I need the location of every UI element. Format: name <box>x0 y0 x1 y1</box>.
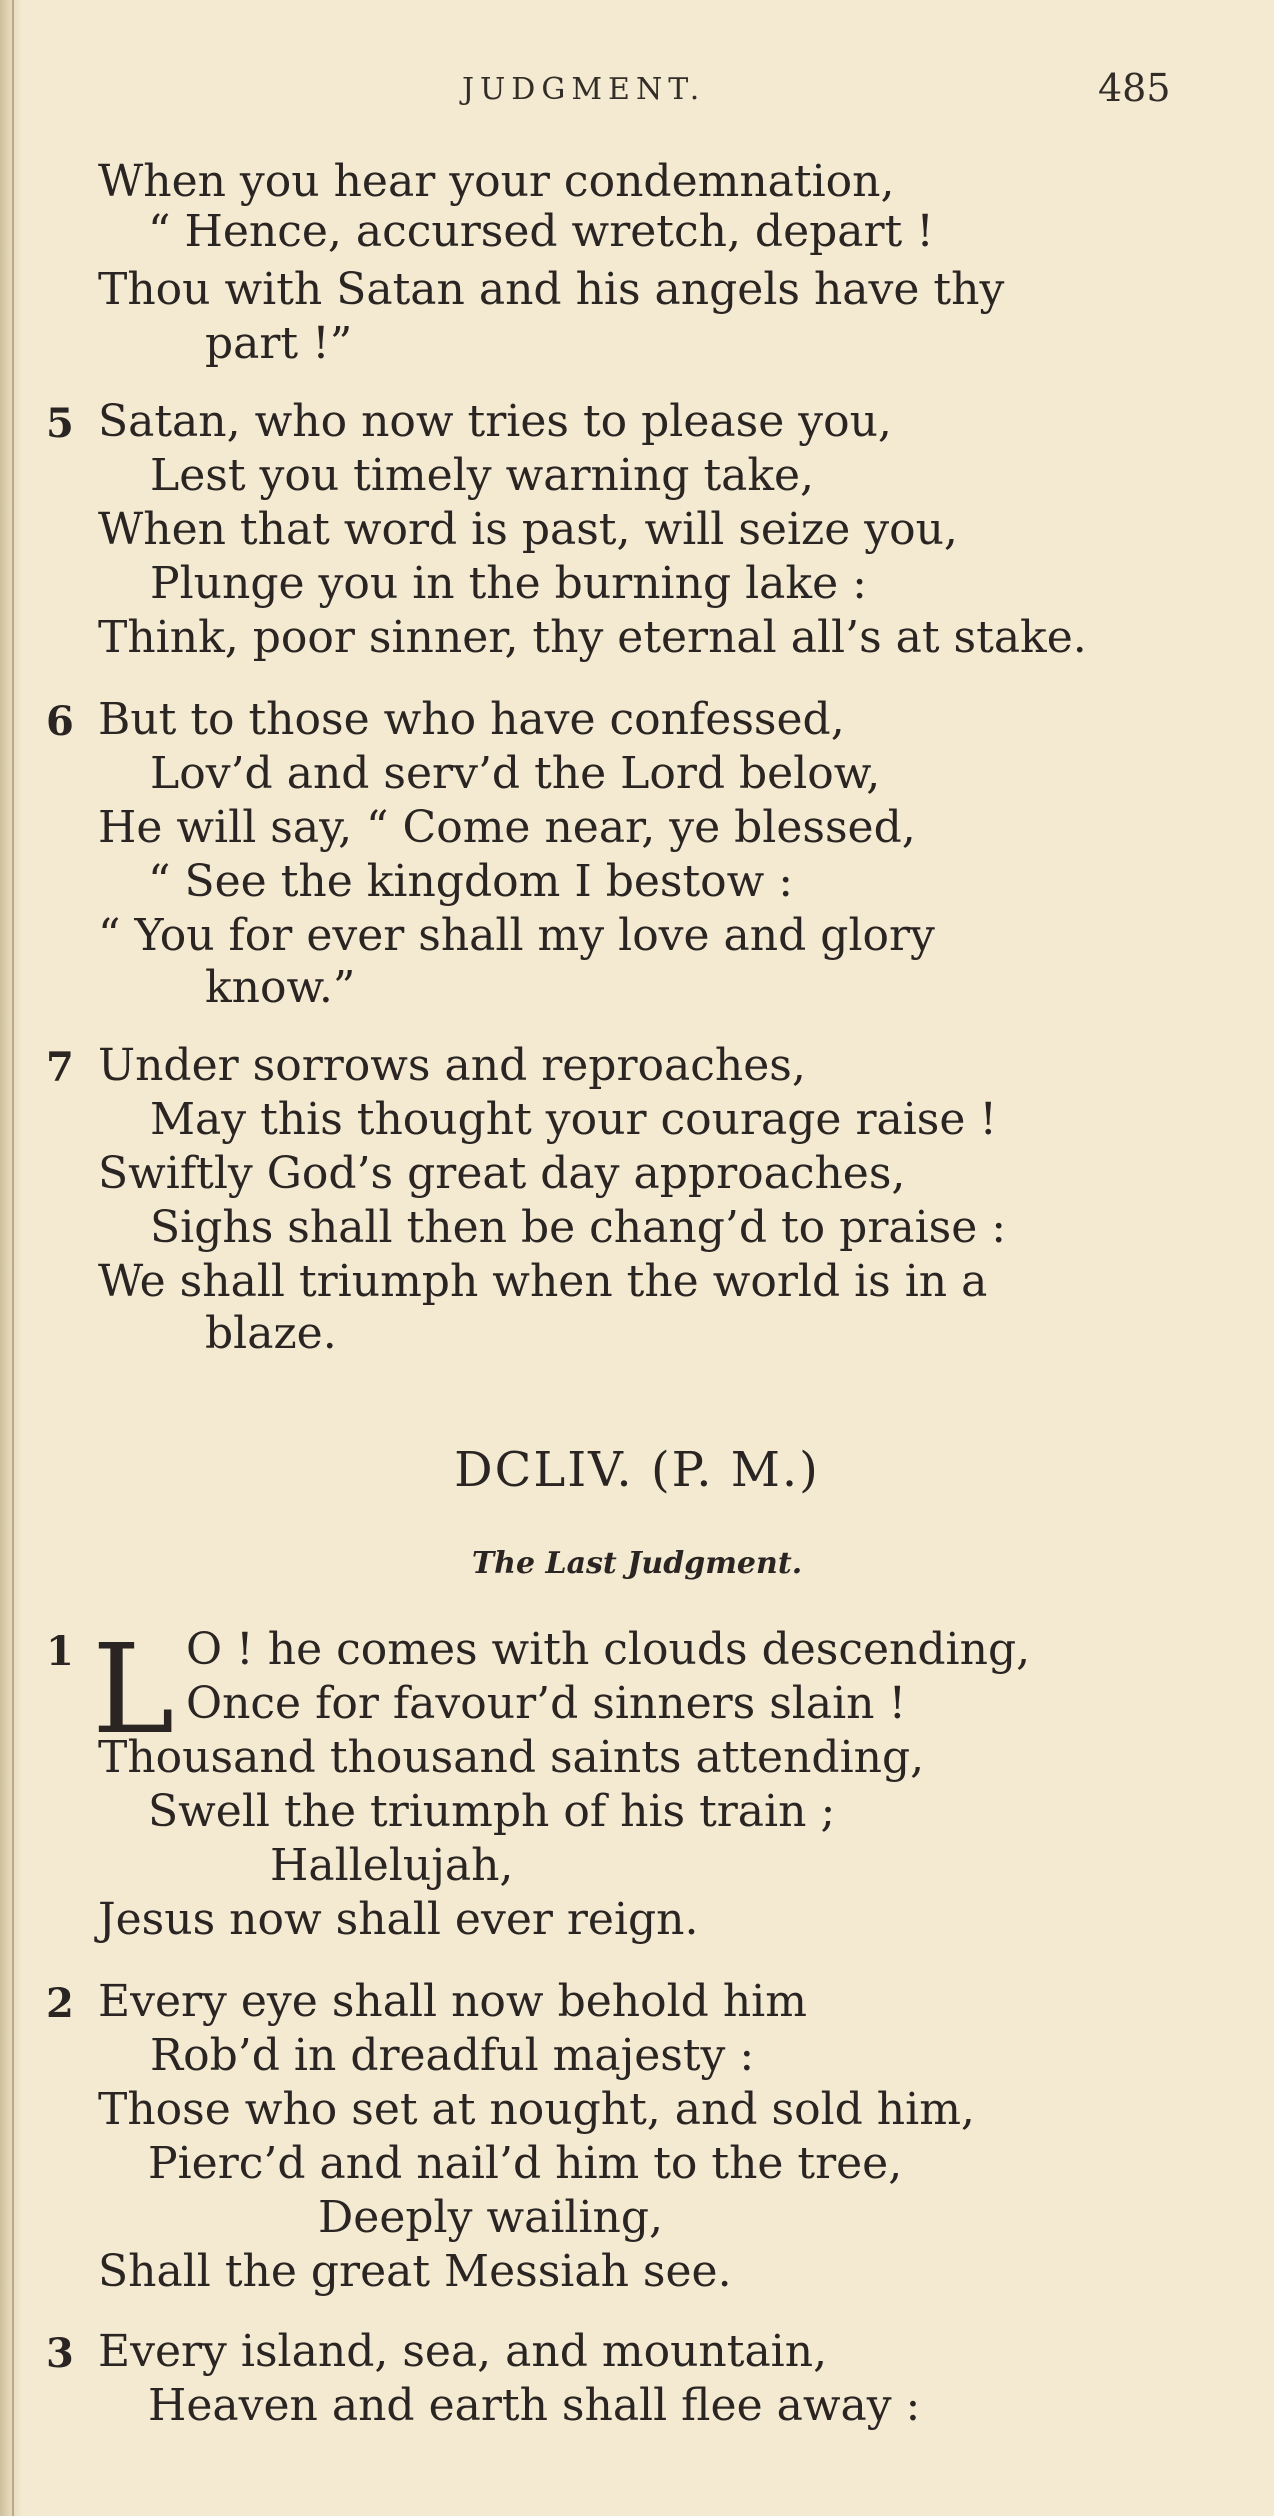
verse-line: Sighs shall then be chang’d to praise : <box>150 1202 1007 1253</box>
verse-line: Thou with Satan and his angels have thy <box>98 264 1005 315</box>
verse-line: May this thought your courage raise ! <box>150 1094 998 1145</box>
running-head: JUDGMENT. <box>462 72 706 107</box>
verse-line: know.” <box>205 962 356 1013</box>
verse-line: Thousand thousand saints attending, <box>98 1732 925 1783</box>
verse-line: Swiftly God’s great day approaches, <box>98 1148 906 1199</box>
stanza-number: 3 <box>46 2330 74 2377</box>
stanza-number: 1 <box>46 1628 74 1675</box>
drop-cap: L <box>92 1618 175 1762</box>
verse-line: Hallelujah, <box>270 1840 514 1891</box>
verse-line: Pierc’d and nail’d him to the tree, <box>148 2138 903 2189</box>
verse-line: “ See the kingdom I bestow : <box>148 856 794 907</box>
verse-line: Heaven and earth shall flee away : <box>148 2380 921 2431</box>
verse-line: Satan, who now tries to please you, <box>98 396 892 447</box>
verse-line: blaze. <box>205 1308 337 1359</box>
stanza-number: 7 <box>46 1044 74 1091</box>
verse-line: Jesus now shall ever reign. <box>98 1894 699 1945</box>
verse-line: But to those who have confessed, <box>98 694 845 745</box>
verse-line: part !” <box>205 318 353 369</box>
verse-line: Lov’d and serv’d the Lord below, <box>150 748 881 799</box>
stanza-number: 2 <box>46 1980 74 2027</box>
verse-line: We shall triumph when the world is in a <box>98 1256 988 1307</box>
binding-gutter <box>0 0 22 2516</box>
verse-line: “ You for ever shall my love and glory <box>98 910 935 961</box>
verse-line: Swell the triumph of his train ; <box>148 1786 836 1837</box>
stanza-number: 6 <box>46 698 74 745</box>
verse-line: O ! he comes with clouds descending, <box>186 1624 1031 1675</box>
verse-line: Under sorrows and reproaches, <box>98 1040 806 1091</box>
verse-line: Lest you timely warning take, <box>150 450 815 501</box>
verse-line: Those who set at nought, and sold him, <box>98 2084 975 2135</box>
verse-line: When you hear your condemnation, <box>98 156 895 207</box>
hymn-title: DCLIV. (P. M.) <box>454 1442 820 1498</box>
verse-line: Shall the great Messiah see. <box>98 2246 732 2297</box>
verse-line: Plunge you in the burning lake : <box>150 558 867 609</box>
binding-edge <box>12 0 14 2516</box>
verse-line: Think, poor sinner, thy eternal all’s at stake. <box>98 612 1087 663</box>
stanza-number: 5 <box>46 400 74 447</box>
verse-line: “ Hence, accursed wretch, depart ! <box>148 206 934 257</box>
hymn-subtitle: The Last Judgment. <box>471 1546 803 1581</box>
verse-line: Rob’d in dreadful majesty : <box>150 2030 755 2081</box>
verse-line: Every eye shall now behold him <box>98 1976 807 2027</box>
verse-line: Deeply wailing, <box>318 2192 664 2243</box>
verse-line: Every island, sea, and mountain, <box>98 2326 828 2377</box>
page-header <box>0 66 1274 122</box>
verse-line: Once for favour’d sinners slain ! <box>186 1678 907 1729</box>
verse-line: He will say, “ Come near, ye blessed, <box>98 802 916 853</box>
verse-line: When that word is past, will seize you, <box>98 504 958 555</box>
page-number: 485 <box>1098 66 1171 110</box>
